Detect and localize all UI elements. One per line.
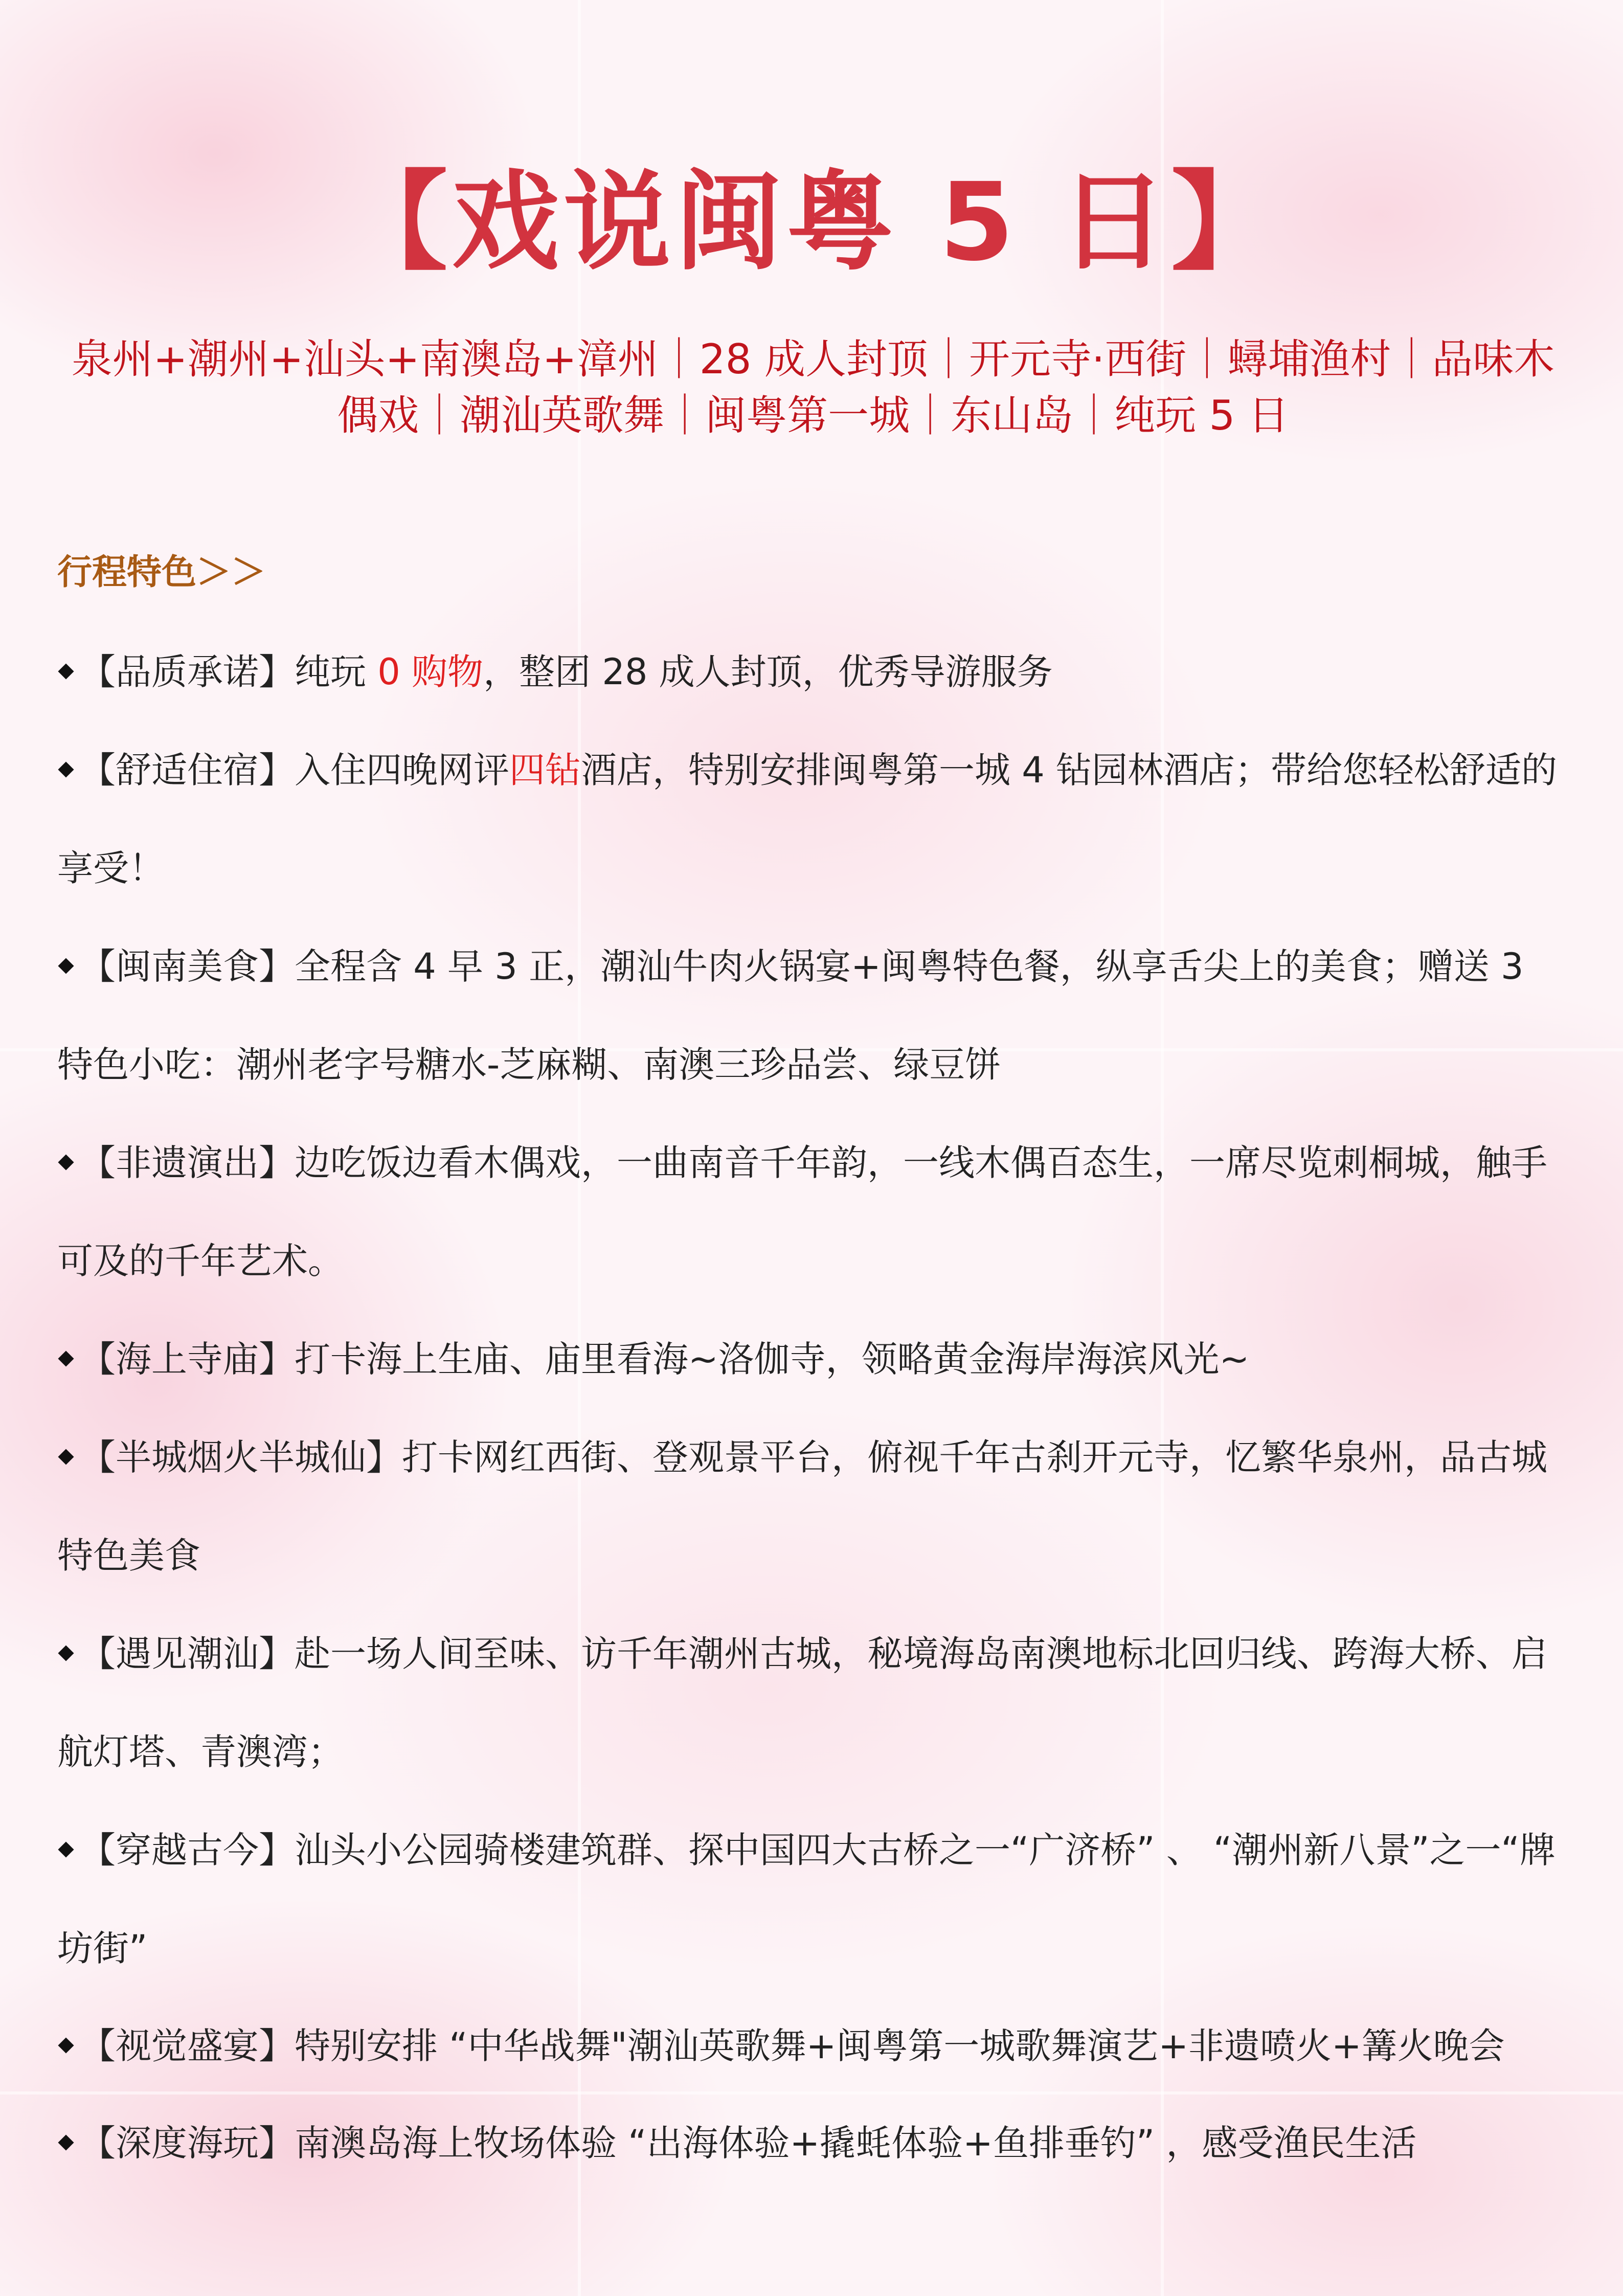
feature-item-chaoshan [57,1605,1566,1801]
feature-highlight: 0 购物 [377,651,484,693]
feature-item-lodging [57,721,1566,917]
feature-item-sea-temple [57,1310,1566,1408]
feature-text: 【非遗演出】边吃饭边看木偶戏，一曲南音千年韵，一线木偶百态生，一席尽览刺桐城，触手可及的千年艺术。 [57,1142,1547,1282]
feature-item-performance [57,1114,1566,1310]
diamond-bullet-icon [58,1449,74,1465]
feature-item-food [57,917,1566,1114]
diamond-bullet-icon [58,1645,74,1661]
route-subtitle: 泉州+潮州+汕头+南澳岛+漳州｜28 成人封顶｜开元寺·西街｜蟳埔渔村｜品味木偶戏｜潮汕英歌舞｜闽粤第一城｜东山岛｜纯玩 5 日 [71,335,1555,439]
diamond-bullet-icon [58,1841,74,1857]
feature-text: 【海上寺庙】打卡海上生庙、庙里看海~洛伽寺，领略黄金海岸海滨风光~ [80,1338,1250,1380]
diamond-bullet-icon [58,2037,74,2053]
feature-highlight: 四钻 [509,749,581,791]
feature-text: 【舒适住宿】入住四晚网评 [80,749,509,791]
feature-text: ，整团 28 成人封顶，优秀导游服务 [483,651,1053,693]
diamond-bullet-icon [58,1154,74,1170]
section-heading: 行程特色＞＞ [57,552,266,593]
feature-item-history [57,1801,1566,1997]
feature-text: 【深度海玩】南澳岛海上牧场体验 “出海体验+撬蚝体验+鱼排垂钓” ，感受渔民生活 [80,2122,1417,2164]
feature-list [57,623,1566,2192]
feature-text: 【品质承诺】纯玩 [80,651,378,693]
diamond-bullet-icon [58,958,74,974]
feature-text: 【闽南美食】全程含 4 早 3 正，潮汕牛肉火锅宴+闽粤特色餐，纵享舌尖上的美食；赠送 3 特色小吃：潮州老字号糖水-芝麻糊、南澳三珍品尝、绿豆饼 [57,946,1524,1086]
feature-item-shows [57,1997,1566,2095]
page-title: 【戏说闽粤 5 日】 [340,160,1283,285]
feature-text: 【遇见潮汕】赴一场人间至味、访千年潮州古城，秘境海岛南澳地标北回归线、跨海大桥、启航灯塔、青澳湾； [57,1633,1547,1773]
feature-item-old-city [57,1408,1566,1605]
feature-text: 【穿越古今】汕头小公园骑楼建筑群、探中国四大古桥之一“广济桥” 、 “潮州新八景”之一“牌坊街” [57,1829,1556,1969]
diamond-bullet-icon [58,1350,74,1366]
diamond-bullet-icon [58,663,74,679]
feature-text: 【视觉盛宴】特别安排 “中华战舞"潮汕英歌舞+闽粤第一城歌舞演艺+非遗喷火+篝火晚会 [80,2025,1505,2067]
feature-text: 酒店，特别安排闽粤第一城 4 钻园林酒店；带给您轻松舒适的享受！ [57,749,1558,889]
diamond-bullet-icon [58,2134,74,2150]
diamond-bullet-icon [58,761,74,777]
feature-item-quality [57,623,1566,721]
feature-text: 【半城烟火半城仙】打卡网红西街、登观景平台，俯视千年古刹开元寺，忆繁华泉州，品古城特色美食 [57,1436,1547,1577]
feature-item-sea-fun [57,2095,1566,2192]
